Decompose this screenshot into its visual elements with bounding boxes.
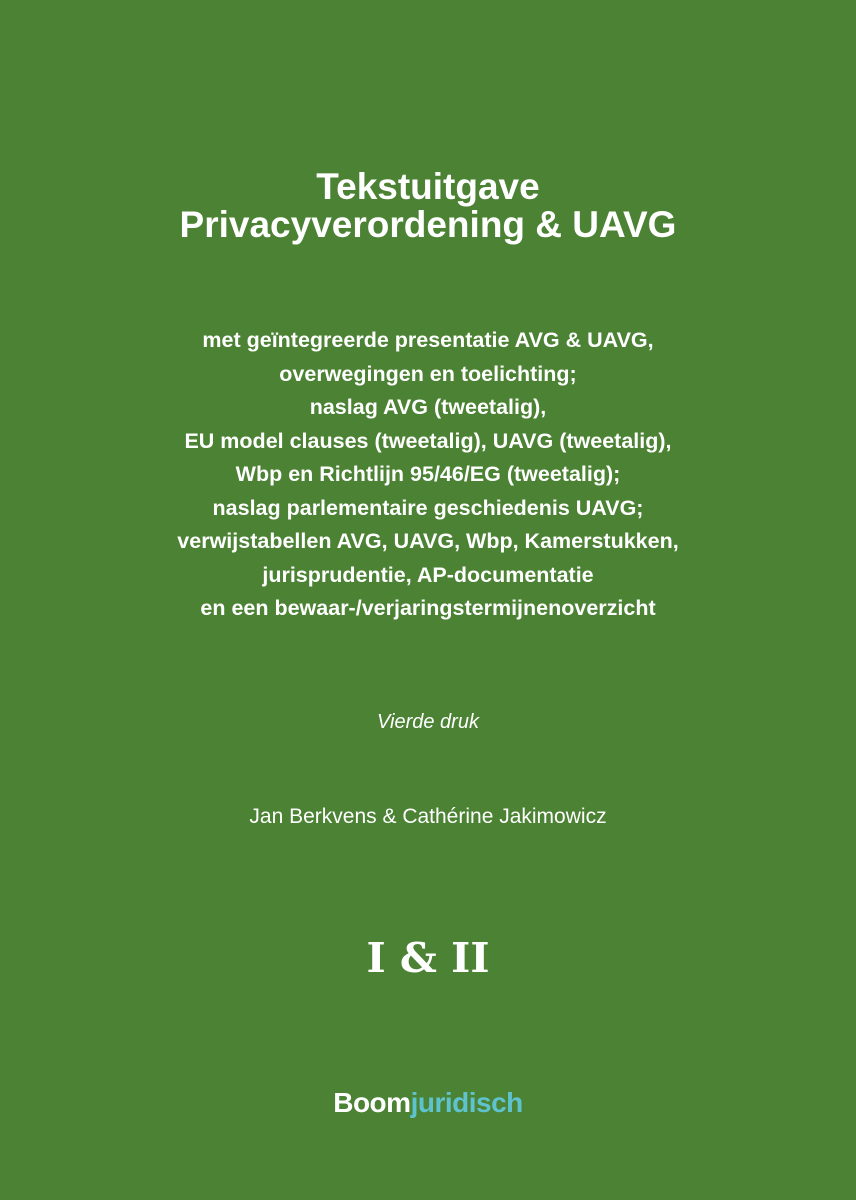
publisher-logo <box>0 1085 856 1121</box>
contents-line-2: overwegingen en toelichting; <box>279 361 577 386</box>
title-line-2: Privacyverordening & UAVG <box>179 204 677 245</box>
publisher-logo-boom: Boom <box>333 1087 411 1118</box>
contents-line-3: naslag AVG (tweetalig), <box>309 395 547 419</box>
contents-line-9: en een bewaar-/verjaringstermijnenoverzicht <box>200 596 656 620</box>
publisher-logo-juridisch: juridisch <box>410 1087 523 1118</box>
contents-line-6: naslag parlementaire geschiedenis UAVG; <box>212 495 644 520</box>
book-title <box>0 166 856 246</box>
contents-line-4: EU model clauses (tweetalig), UAVG (tweetalig), <box>184 428 672 453</box>
contents-line-7: verwijstabellen AVG, UAVG, Wbp, Kamerstukken, <box>177 529 679 553</box>
contents-line-1: met geïntegreerde presentatie AVG & UAVG, <box>202 328 654 352</box>
title-line-1: Tekstuitgave <box>316 166 540 207</box>
contents-description <box>20 324 836 626</box>
contents-line-5: Wbp en Richtlijn 95/46/EG (tweetalig); <box>235 462 621 486</box>
contents-line-8: jurisprudentie, AP-documentatie <box>262 562 594 587</box>
authors: Jan Berkvens & Cathérine Jakimowicz <box>249 805 607 828</box>
volume-number: I & II <box>366 934 490 982</box>
edition-label: Vierde druk <box>377 711 479 733</box>
